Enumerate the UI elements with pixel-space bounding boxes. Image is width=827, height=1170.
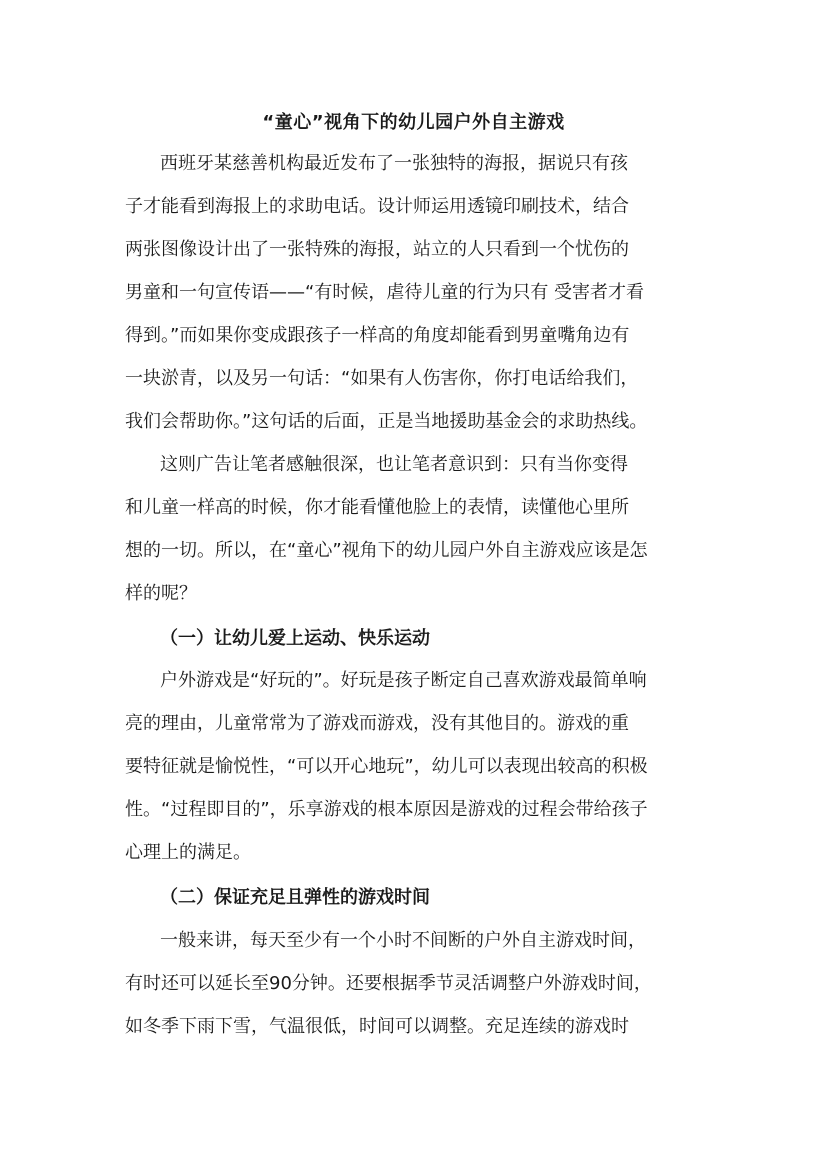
paragraph-line: 子才能看到海报上的求助电话。设计师运用透镜印刷技术，结合 [125, 196, 629, 217]
paragraph-line: 心理上的满足。 [125, 842, 251, 863]
paragraph-line: 户外游戏是“好玩的”。好玩是孩子断定自己喜欢游戏最简单响 [160, 670, 647, 691]
paragraph-line: 亮的理由，儿童常常为了游戏而游戏，没有其他目的。游戏的重 [125, 713, 629, 734]
paragraph-line: 如冬季下雨下雪，气温很低，时间可以调整。充足连续的游戏时 [125, 1016, 629, 1037]
paragraph-line: 两张图像设计出了一张特殊的海报，站立的人只看到一个忧伤的 [125, 239, 629, 260]
paragraph-line: 得到。”而如果你变成跟孩子一样高的角度却能看到男童嘴角边有 [125, 325, 630, 346]
paragraph-line: 有时还可以延长至90分钟。还要根据季节灵活调整户外游戏时间， [125, 973, 652, 994]
paragraph-line: 性。“过程即目的”，乐享游戏的根本原因是游戏的过程会带给孩子 [125, 799, 648, 820]
section-heading: （二）保证充足且弹性的游戏时间 [160, 887, 430, 908]
paragraph-line: 一般来讲，每天至少有一个小时不间断的户外自主游戏时间， [160, 930, 646, 951]
section-heading: （一）让幼儿爱上运动、快乐运动 [160, 628, 430, 649]
paragraph-line: 和儿童一样高的时候，你才能看懂他脸上的表情，读懂他心里所 [125, 497, 629, 518]
paragraph-line: 想的一切。所以，在“童心”视角下的幼儿园户外自主游戏应该是怎 [125, 540, 648, 561]
paragraph-line: 这则广告让笔者感触很深，也让笔者意识到：只有当你变得 [160, 454, 628, 475]
paragraph-line: 样的呢？ [125, 583, 197, 604]
paragraph-line: 要特征就是愉悦性，“可以开心地玩”，幼儿可以表现出较高的积极 [125, 756, 648, 777]
document-title: “童心”视角下的幼儿园户外自主游戏 [262, 112, 565, 133]
paragraph-line: 西班牙某慈善机构最近发布了一张独特的海报，据说只有孩 [160, 153, 628, 174]
paragraph-line: 我们会帮助你。”这句话的后面，正是当地援助基金会的求助热线。 [125, 411, 648, 432]
paragraph-line: 一块淤青，以及另一句话：“如果有人伤害你，你打电话给我们， [125, 368, 639, 389]
paragraph-line: 男童和一句宣传语——“有时候，虐待儿童的行为只有 受害者才看 [125, 282, 645, 303]
